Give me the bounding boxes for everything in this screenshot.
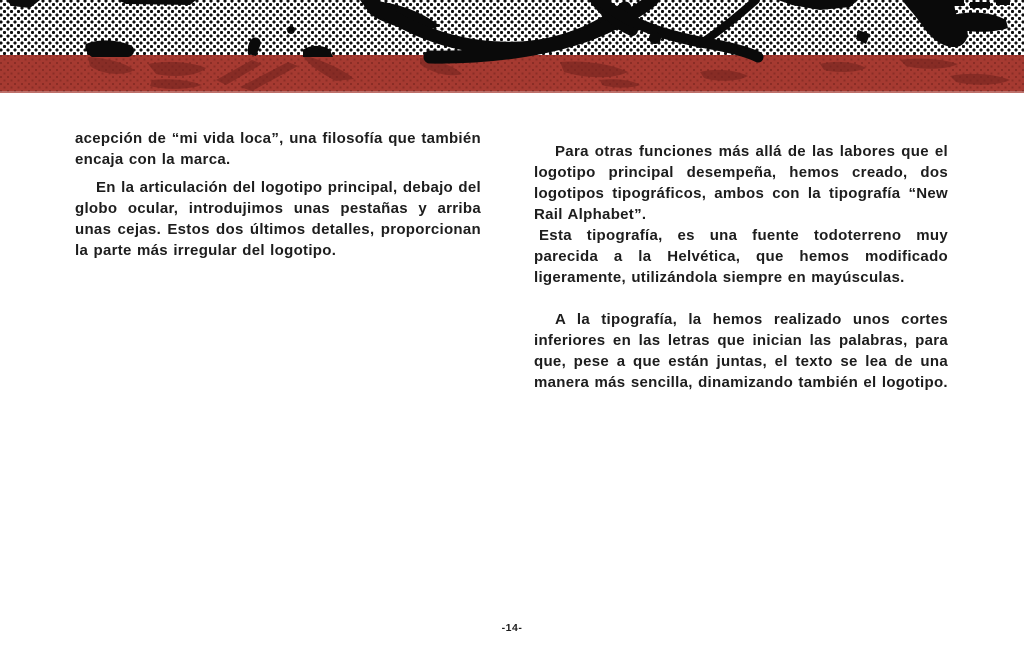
text-column-left: [75, 128, 481, 261]
text-column-right: [534, 141, 948, 393]
page-footer: [0, 618, 1024, 636]
halftone-banner: [0, 0, 1024, 93]
paragraph: Para otras funciones más allá de las labores que el logotipo principal desempeña, hemos creado, dos logotipos tipográficos, ambos con la tipografía “New Rail Alphabet”.: [534, 143, 948, 223]
paragraph: En la articulación del logotipo principal, debajo del globo ocular, introdujimos unas pestañas y arriba unas cejas. Estos dos últimos detalles, proporcionan la parte más irregular del logotipo.: [75, 179, 481, 259]
ink-swirl-strokes: [370, 0, 758, 57]
paragraph: Esta tipografía, es una fuente todoterreno muy parecida a la Helvética, que hemos modificado ligeramente, utilizándola siempre en mayúsculas.: [534, 227, 948, 286]
red-band-ink-shadows: [88, 57, 1010, 91]
comic-ink-illustration: [0, 0, 1024, 93]
page-number: -14-: [501, 622, 523, 634]
paragraph: A la tipografía, la hemos realizado unos cortes inferiores en las letras que inician las palabras, para que, pese a que están juntas, el texto se lea de una manera más sencilla, dinamizando también el logotipo.: [534, 311, 948, 391]
paragraph: acepción de “mi vida loca”, una filosofía que también encaja con la marca.: [75, 130, 481, 168]
